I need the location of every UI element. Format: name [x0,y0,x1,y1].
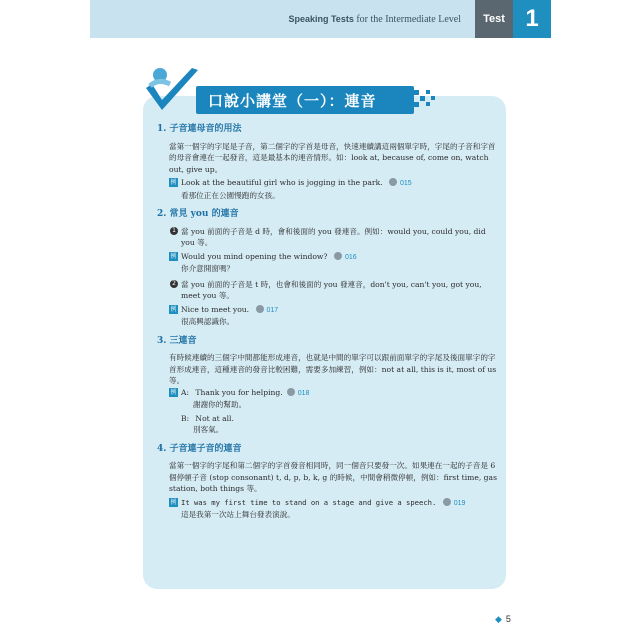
example-tag: 例 [170,179,177,186]
audio-track: 019 [453,499,466,507]
example [157,497,497,521]
example-english: Look at the beautiful girl who is jogging in the park. [181,178,383,187]
speaker-b: B: [181,413,190,423]
section-heading: 3. 三連音 [157,335,197,346]
audio-track: 017 [266,306,279,314]
dialogue-english: Thank you for helping. [195,387,283,397]
dialogue-chinese: 別客氣。 [193,425,224,434]
audio-disc-icon[interactable] [389,178,397,186]
point-text: 當 you 前面的子音是 t 時，也會和後面的 you 發連音，don't you, can't you, got you, meet you 等。 [181,279,482,300]
example-tag: 例 [170,388,177,396]
page-number: 5 [505,614,511,624]
example-tag: 例 [170,305,177,313]
audio-track: 018 [297,389,310,397]
audio-disc-icon[interactable] [443,498,451,506]
number-badge: 1 [170,227,178,235]
example-english: Would you mind opening the window? [181,251,328,261]
dialogue-english: Not at all. [195,413,234,423]
audio-disc-icon[interactable] [287,388,295,396]
numbered-point [157,279,497,302]
page-footer [495,614,511,625]
example-english: Nice to meet you. [181,304,250,314]
section-body: 當第一個字的字尾和第二個字的字首發音相同時，同一個音只要發一次。如果連在一起的子音是 6 個停頓子音 (stop consonant) t, d, p, b, k, g 的時候，中間會稍微停頓，例如：first time, gas station, both things 等。 [169,461,497,493]
book-title: Speaking Tests for the Intermediate Level [288,14,461,25]
lesson-content [157,124,497,521]
pixel-decoration-icon [414,86,436,114]
audio-track: 015 [400,180,412,187]
section-heading: 2. 常見 you 的連音 [157,209,239,219]
example-english: It was my first time to stand on a stage and give a speech. [181,497,437,507]
numbered-point [157,226,497,249]
diamond-arrow-icon: ◆ [495,614,502,624]
lesson-banner [196,86,414,114]
test-label: Test [475,0,513,38]
speaker-a: A: [181,387,190,397]
dialogue-chinese: 謝謝你的幫助。 [193,400,247,409]
example [157,304,497,328]
audio-disc-icon[interactable] [334,252,342,260]
dialogue-example [157,387,497,436]
section-body: 當第一個字的字尾是子音，第二個字的字首是母音，快速連續講這兩個單字時，字尾的子音和字首的母音會連在一起發音，這是最基本的連音情形。如：look at, because of, come on, watch out, give up。 [169,141,496,174]
example-chinese: 這是我第一次站上舞台發表演說。 [181,510,295,519]
example-chinese: 很高興認識你。 [181,317,235,326]
example-chinese: 看那位正在公園慢跑的女孩。 [181,190,280,200]
audio-disc-icon[interactable] [256,305,264,313]
section-heading: 1. 子音連母音的用法 [157,124,242,134]
section-body: 有時候連續的三個字中間都能形成連音，也就是中間的單字可以跟前面單字的字尾及後面單字的字首形成連音，這種連音的發音比較困難，需要多加練習，例如：not at all, this is it, most of us 等。 [169,353,497,385]
checkmark-figure-icon [140,66,204,114]
example-chinese: 你介意開窗嗎？ [181,264,235,273]
point-text: 當 you 前面的子音是 d 時，會和後面的 you 發連音。例如：would you, could you, did you 等。 [181,226,486,247]
test-number: 1 [513,0,551,38]
example-tag: 例 [170,498,177,506]
example [157,251,497,275]
lesson-title: 口說小講堂（一）：連音 [208,92,377,110]
example [157,177,497,201]
number-badge: 2 [170,280,178,288]
example-tag: 例 [170,252,177,260]
section-heading: 4. 子音連子音的連音 [157,443,242,454]
audio-track: 016 [344,253,357,261]
